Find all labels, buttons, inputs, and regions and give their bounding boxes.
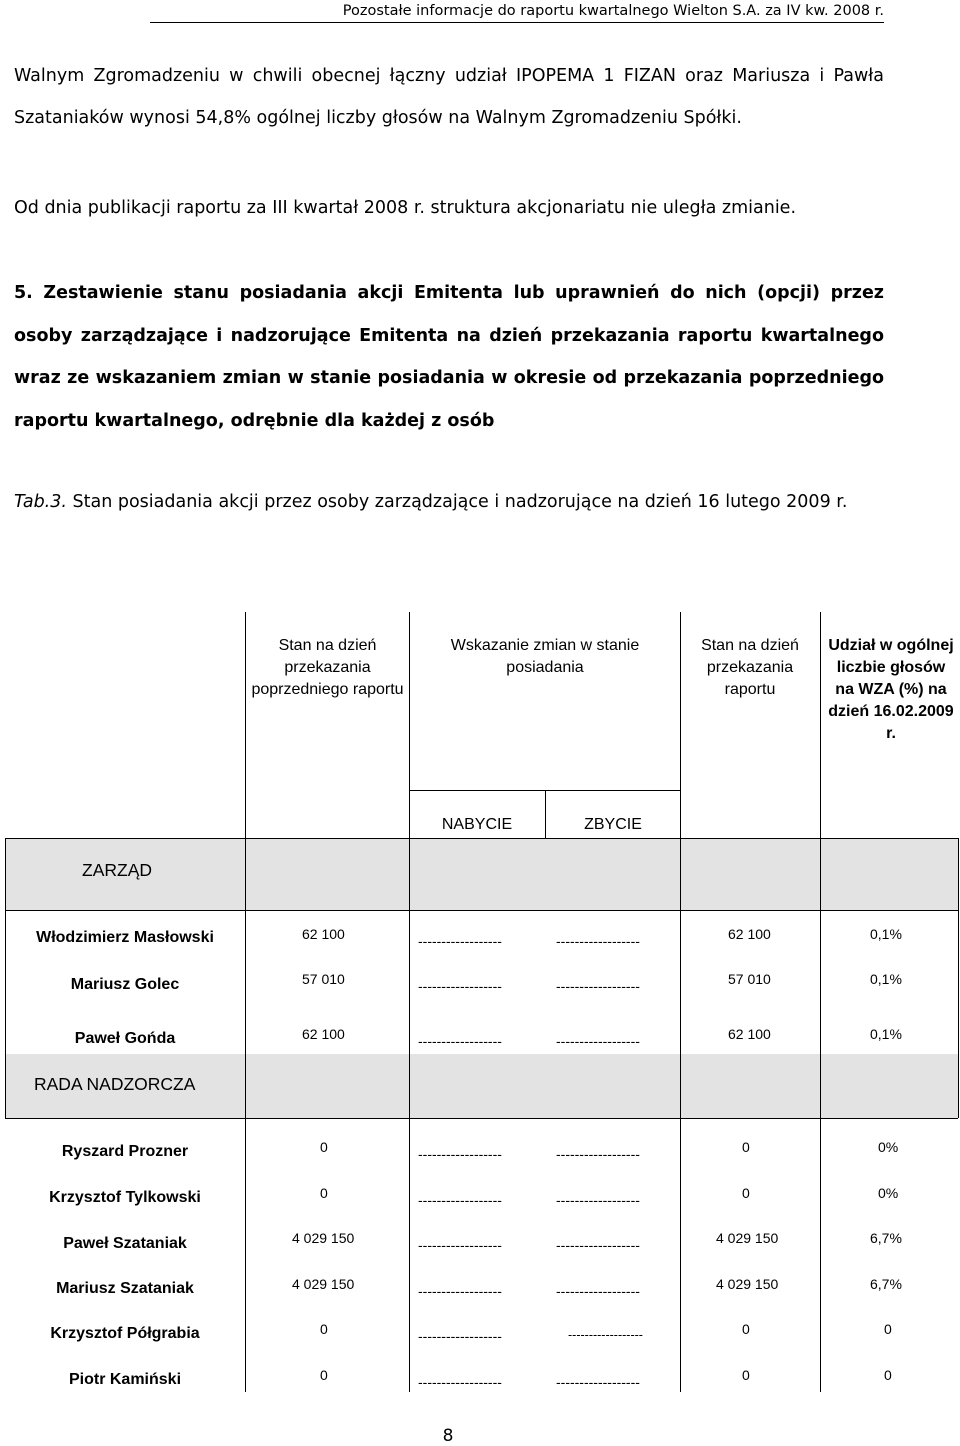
header-changes: Wskazanie zmian w stanie posiadania: [450, 637, 640, 676]
current-state: 4 029 150: [716, 1230, 779, 1246]
vote-share: 0: [884, 1367, 892, 1383]
previous-state: 0: [320, 1139, 328, 1155]
acquisition-value: ------------------: [418, 1328, 502, 1344]
header-disposal: ZBYCIE: [584, 816, 642, 833]
vote-share: 6,7%: [870, 1276, 902, 1292]
disposal-value: ------------------: [568, 1328, 643, 1342]
person-name: Piotr Kamiński: [68, 1371, 182, 1388]
disposal-value: ------------------: [556, 1033, 640, 1049]
previous-state: 62 100: [302, 926, 345, 942]
vote-share: 0: [884, 1321, 892, 1337]
paragraph-shareholding: Walnym Zgromadzeniu w chwili obecnej łączny udział IPOPEMA 1 FIZAN oraz Mariusza i Pawła Szataniaków wynosi 54,8% ogólnej liczby głosów na Walnym Zgromadzeniu Spółki.: [14, 66, 884, 128]
table-line-v3: [680, 612, 681, 1392]
previous-state: 57 010: [302, 971, 345, 987]
table-caption-text: Stan posiadania akcji przez osoby zarządzające i nadzorujące na dzień 16 lutego 2009 r.: [66, 492, 848, 512]
acquisition-value: ------------------: [418, 1192, 502, 1208]
table-line-h-board-bottom: [5, 910, 958, 911]
acquisition-value: ------------------: [418, 933, 502, 949]
current-state: 0: [742, 1321, 750, 1337]
table-caption: [14, 482, 884, 522]
person-name: Mariusz Szataniak: [56, 1280, 194, 1297]
disposal-value: ------------------: [556, 933, 640, 949]
vote-share: 0,1%: [870, 926, 902, 942]
disposal-value: ------------------: [556, 978, 640, 994]
header-previous-state: Stan na dzień przekazania poprzedniego raportu: [251, 637, 404, 698]
previous-state: 4 029 150: [292, 1230, 355, 1246]
previous-state: 0: [320, 1321, 328, 1337]
board-section-label: ZARZĄD: [82, 860, 152, 880]
person-name: Mariusz Golec: [70, 976, 180, 993]
person-name: Paweł Gońda: [74, 1030, 176, 1047]
disposal-value: ------------------: [556, 1237, 640, 1253]
table-line-h-sub: [409, 790, 680, 791]
person-name: Krzysztof Półgrabia: [50, 1325, 200, 1342]
page-number: 8: [442, 1426, 454, 1446]
table-caption-label: Tab.3.: [14, 492, 67, 512]
vote-share: 0%: [878, 1185, 899, 1201]
table-line-v-sub: [545, 790, 546, 838]
page-header: Pozostałe informacje do raportu kwartalnego Wielton S.A. za IV kw. 2008 r.: [150, 0, 884, 23]
acquisition-value: ------------------: [418, 1033, 502, 1049]
person-name: Ryszard Prozner: [61, 1143, 189, 1160]
previous-state: 4 029 150: [292, 1276, 355, 1292]
previous-state: 62 100: [302, 1026, 345, 1042]
person-name: Krzysztof Tylkowski: [49, 1189, 201, 1206]
table-line-v1: [245, 612, 246, 1392]
disposal-value: ------------------: [556, 1283, 640, 1299]
table-line-v2: [409, 612, 410, 1392]
acquisition-value: ------------------: [418, 1283, 502, 1299]
person-name: Paweł Szataniak: [63, 1235, 187, 1252]
current-state: 0: [742, 1185, 750, 1201]
previous-state: 0: [320, 1185, 328, 1201]
disposal-value: ------------------: [556, 1374, 640, 1390]
acquisition-value: ------------------: [418, 978, 502, 994]
current-state: 0: [742, 1367, 750, 1383]
paragraph-structure: Od dnia publikacji raportu za III kwartał 2008 r. struktura akcjonariatu nie uległa zmianie.: [14, 198, 797, 218]
vote-share: 0,1%: [870, 971, 902, 987]
table-line-v4: [820, 612, 821, 1392]
acquisition-value: ------------------: [418, 1374, 502, 1390]
acquisition-value: ------------------: [418, 1237, 502, 1253]
supervisory-section-label: RADA NADZORCZA: [34, 1074, 196, 1094]
current-state: 62 100: [728, 1026, 771, 1042]
current-state: 62 100: [728, 926, 771, 942]
table-line-right: [958, 838, 959, 1118]
header-current-state: Stan na dzień przekazania raportu: [701, 637, 799, 698]
header-vote-share: Udział w ogólnej liczbie głosów na WZA (%) na dzień 16.02.2009 r.: [828, 637, 954, 742]
vote-share: 0%: [878, 1139, 899, 1155]
table-line-h-board-top: [5, 838, 958, 839]
current-state: 4 029 150: [716, 1276, 779, 1292]
disposal-value: ------------------: [556, 1146, 640, 1162]
vote-share: 6,7%: [870, 1230, 902, 1246]
section-heading: 5. Zestawienie stanu posiadania akcji Emitenta lub uprawnień do nich (opcji) przez osoby zarządzające i nadzorujące Emitenta na dzień przekazania raportu kwartalnego wraz ze wskazaniem zmian w stanie posiadania w okresie od przekazania poprzedniego raportu kwartalnego, odrębnie dla każdej z osób: [14, 283, 884, 431]
table-line-h-supervisory-bottom: [5, 1118, 958, 1119]
current-state: 0: [742, 1139, 750, 1155]
acquisition-value: ------------------: [418, 1146, 502, 1162]
current-state: 57 010: [728, 971, 771, 987]
disposal-value: ------------------: [556, 1192, 640, 1208]
person-name: Włodzimierz Masłowski: [36, 929, 214, 946]
previous-state: 0: [320, 1367, 328, 1383]
header-acquisition: NABYCIE: [441, 816, 513, 833]
vote-share: 0,1%: [870, 1026, 902, 1042]
